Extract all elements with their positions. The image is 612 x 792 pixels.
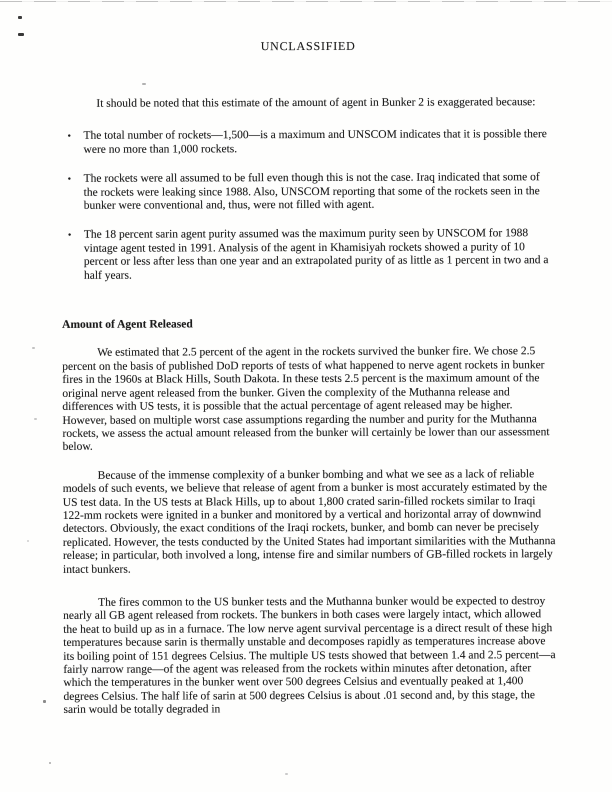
scan-artifact (18, 16, 22, 19)
body-paragraph: Because of the immense complexity of a bunker bombing and what we see as a lack of reliable models of such events, we believe that release of agent from a bunker is most accurately estimated by the US test data. In the US tests at Black Hills, up to about 1,800 crated sarin-filled rockets similar to Iraqi 122-mm rockets were ignited in a bunker and monitored by a vertical and horizontal array of downwind detectors. Obviously, the exact conditions of the Iraqi rockets, bunker, and bomb can never be precisely replicated. However, the tests conducted by the United States had important similarities with the Muthanna release; in particular, both involved a long, intense fire and similar numbers of GB-filled rockets in largely intact bunkers. (62, 467, 556, 576)
scan-artifact (285, 773, 288, 775)
body-paragraph: We estimated that 2.5 percent of the agent in the rockets survived the bunker fire. We chose 2.5 percent on the basis of published DoD reports of tests of what happened to nerve agent rockets in bunker fires in the 1960s at Black Hills, South Dakota. In these tests 2.5 percent is the maximum amount of the original nerve agent released from the bunker. Given the complexity of the Muthanna release and differences with US tests, it is possible that the actual percentage of agent released may be higher. However, based on multiple worst case assumptions regarding the number and purity for the Muthanna rockets, we assess the actual amount released from the bunker will certainly be lower than our assessment below. (62, 345, 550, 454)
bullet-item (62, 228, 556, 283)
page-content (61, 0, 557, 717)
scan-artifact (27, 540, 29, 542)
section-heading: Amount of Agent Released (62, 318, 193, 331)
bullet-text: The total number of rockets—1,500—is a maximum and UNSCOM indicates that it is possible there were no more than 1,000 rockets. (83, 128, 547, 156)
scan-artifact (32, 347, 35, 349)
bullet-marker: • (67, 230, 72, 242)
bullet-marker: • (67, 174, 72, 186)
scan-artifact (34, 418, 37, 420)
scan-artifact (18, 33, 24, 36)
bullet-marker: • (67, 131, 72, 143)
body-paragraph: The fires common to the US bunker tests and the Muthanna bunker would be expected to destroy nearly all GB agent released from rockets. The bunkers in both cases were largely intact, which allowed the heat to build up as in a furnace. The low nerve agent survival percentage is a direct result of these high temperatures because sarin is thermally unstable and decomposes rapidly as temperatures increase above its boiling point of 151 degrees Celsius. The multiple US tests showed that between 1.4 and 2.5 percent—a fairly narrow range—of the agent was released from the rockets within minutes after detonation, after which the temperatures in the bunker went over 500 degrees Celsius and eventually peaked at 1,400 degrees Celsius. The half life of sarin at 500 degrees Celsius is about .01 second and, by this stage, the sarin would be totally degraded in (63, 595, 556, 717)
scan-artifact (49, 762, 51, 764)
bullet-text: The 18 percent sarin agent purity assumed was the maximum purity seen by UNSCOM for 1988 vintage agent tested in 1991. Analysis of the agent in Khamisiyah rockets showed a purity of 10 percent or less after less than one year and an extrapolated purity of as little as 1 percent in two and a half years. (83, 227, 549, 282)
bullet-text: The rockets were all assumed to be full even though this is not the case. Iraq indicated that some of the rockets were leaking since 1988. Also, UNSCOM reporting that some of the rockets seen in the bunker were conventional and, thus, were not filled with agent. (83, 171, 540, 212)
scan-artifact (43, 700, 46, 703)
bullet-item (62, 171, 556, 213)
classification-header: UNCLASSIFIED (260, 38, 356, 54)
intro-paragraph: It should be noted that this estimate of the amount of agent in Bunker 2 is exaggerated because: (96, 96, 536, 110)
bullet-list (61, 129, 556, 283)
bullet-item (61, 129, 555, 158)
